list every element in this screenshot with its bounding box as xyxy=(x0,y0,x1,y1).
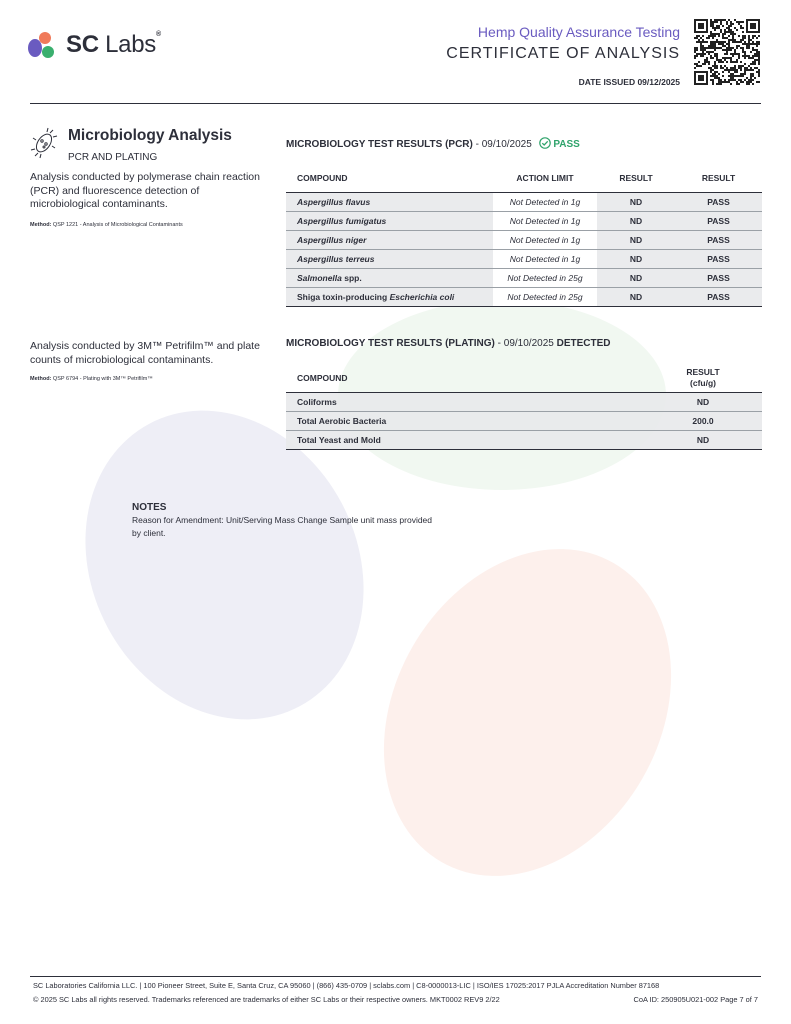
action-limit: Not Detected in 25g xyxy=(493,269,597,288)
section-title: Microbiology Analysis xyxy=(68,127,232,144)
table-row xyxy=(286,431,762,450)
table-row xyxy=(286,193,762,212)
result-value: ND xyxy=(644,431,762,450)
plating-results-table xyxy=(286,364,762,450)
result-value: 200.0 xyxy=(644,412,762,431)
logo-wordmark: SC Labs® xyxy=(66,31,161,58)
pass-status: PASS xyxy=(675,212,762,231)
sc-labs-logo xyxy=(26,28,161,62)
header-divider xyxy=(30,103,761,104)
header-titles xyxy=(446,24,680,87)
report-title: CERTIFICATE OF ANALYSIS xyxy=(446,45,680,62)
notes-text: Reason for Amendment: Unit/Serving Mass Change Sample unit mass provided by client. xyxy=(132,515,433,538)
action-limit: Not Detected in 1g xyxy=(493,193,597,212)
compound-name: Salmonella spp. xyxy=(286,269,493,288)
compound-name: Aspergillus fumigatus xyxy=(286,212,493,231)
date-issued: DATE ISSUED 09/12/2025 xyxy=(578,77,680,87)
compound-name: Aspergillus terreus xyxy=(286,250,493,269)
pass-status: PASS xyxy=(675,269,762,288)
notes-block xyxy=(132,501,432,540)
table-row xyxy=(286,393,762,412)
footer-coa-id: CoA ID: 250905U021-002 Page 7 of 7 xyxy=(633,995,758,1004)
table-row xyxy=(286,231,762,250)
footer-copyright: © 2025 SC Labs all rights reserved. Trademarks referenced are trademarks of either SC Labs or their respective owners. MKT0002 REV9 2/22 xyxy=(33,995,500,1004)
col-compound: COMPOUND xyxy=(286,364,644,393)
notes-title: NOTES xyxy=(132,502,167,513)
logo-mark-icon xyxy=(26,30,60,60)
footer-divider xyxy=(30,976,761,977)
pcr-status: PASS xyxy=(553,139,580,150)
compound-name: Total Aerobic Bacteria xyxy=(286,412,644,431)
table-row xyxy=(286,250,762,269)
action-limit: Not Detected in 25g xyxy=(493,288,597,307)
result-value: ND xyxy=(597,231,675,250)
result-value: ND xyxy=(597,212,675,231)
compound-name: Coliforms xyxy=(286,393,644,412)
table-row xyxy=(286,288,762,307)
pass-status: PASS xyxy=(675,231,762,250)
compound-name: Total Yeast and Mold xyxy=(286,431,644,450)
result-value: ND xyxy=(597,250,675,269)
pass-status: PASS xyxy=(675,288,762,307)
action-limit: Not Detected in 1g xyxy=(493,212,597,231)
action-limit: Not Detected in 1g xyxy=(493,231,597,250)
pcr-table-title: MICROBIOLOGY TEST RESULTS (PCR) - 09/10/2025 PASS xyxy=(286,139,580,150)
col-result-cfu: RESULT (cfu/g) xyxy=(644,364,762,393)
result-value: ND xyxy=(597,193,675,212)
check-circle-icon xyxy=(539,137,551,149)
microbe-icon xyxy=(30,127,58,159)
col-status: RESULT xyxy=(675,164,762,193)
decorative-blob-peach xyxy=(327,497,729,928)
plating-method: Method: QSP 6794 - Plating with 3M™ Petrifilm™ xyxy=(30,376,153,382)
pass-status: PASS xyxy=(675,193,762,212)
col-result: RESULT xyxy=(597,164,675,193)
report-subtitle: Hemp Quality Assurance Testing xyxy=(477,24,680,40)
section-subtitle: PCR AND PLATING xyxy=(68,152,158,163)
plating-table-title: MICROBIOLOGY TEST RESULTS (PLATING) - 09/10/2025 DETECTED xyxy=(286,338,611,349)
action-limit: Not Detected in 1g xyxy=(493,250,597,269)
col-compound: COMPOUND xyxy=(286,164,493,193)
result-value: ND xyxy=(644,393,762,412)
table-row xyxy=(286,412,762,431)
compound-name: Aspergillus niger xyxy=(286,231,493,250)
pass-status: PASS xyxy=(675,250,762,269)
qr-code-icon[interactable] xyxy=(694,19,760,85)
col-action-limit: ACTION LIMIT xyxy=(493,164,597,193)
compound-name: Aspergillus flavus xyxy=(286,193,493,212)
pcr-method: Method: QSP 1221 - Analysis of Microbiological Contaminants xyxy=(30,222,183,228)
result-value: ND xyxy=(597,288,675,307)
footer-lab-info: SC Laboratories California LLC. | 100 Pioneer Street, Suite E, Santa Cruz, CA 95060 | (866) 435-0709 | sclabs.com | C8-0000013-LIC | ISO/IES 17025:2017 PJLA Accreditation Number 87168 xyxy=(33,981,660,990)
compound-name: Shiga toxin-producing Escherichia coli xyxy=(286,288,493,307)
table-row xyxy=(286,212,762,231)
table-row xyxy=(286,269,762,288)
pcr-description: Analysis conducted by polymerase chain reaction (PCR) and fluorescence detection of microbiological contaminants. xyxy=(30,171,260,210)
plating-description: Analysis conducted by 3M™ Petrifilm™ and plate counts of microbiological contaminants. xyxy=(30,340,260,366)
plating-status: DETECTED xyxy=(556,338,611,349)
pcr-results-table xyxy=(286,164,762,307)
result-value: ND xyxy=(597,269,675,288)
